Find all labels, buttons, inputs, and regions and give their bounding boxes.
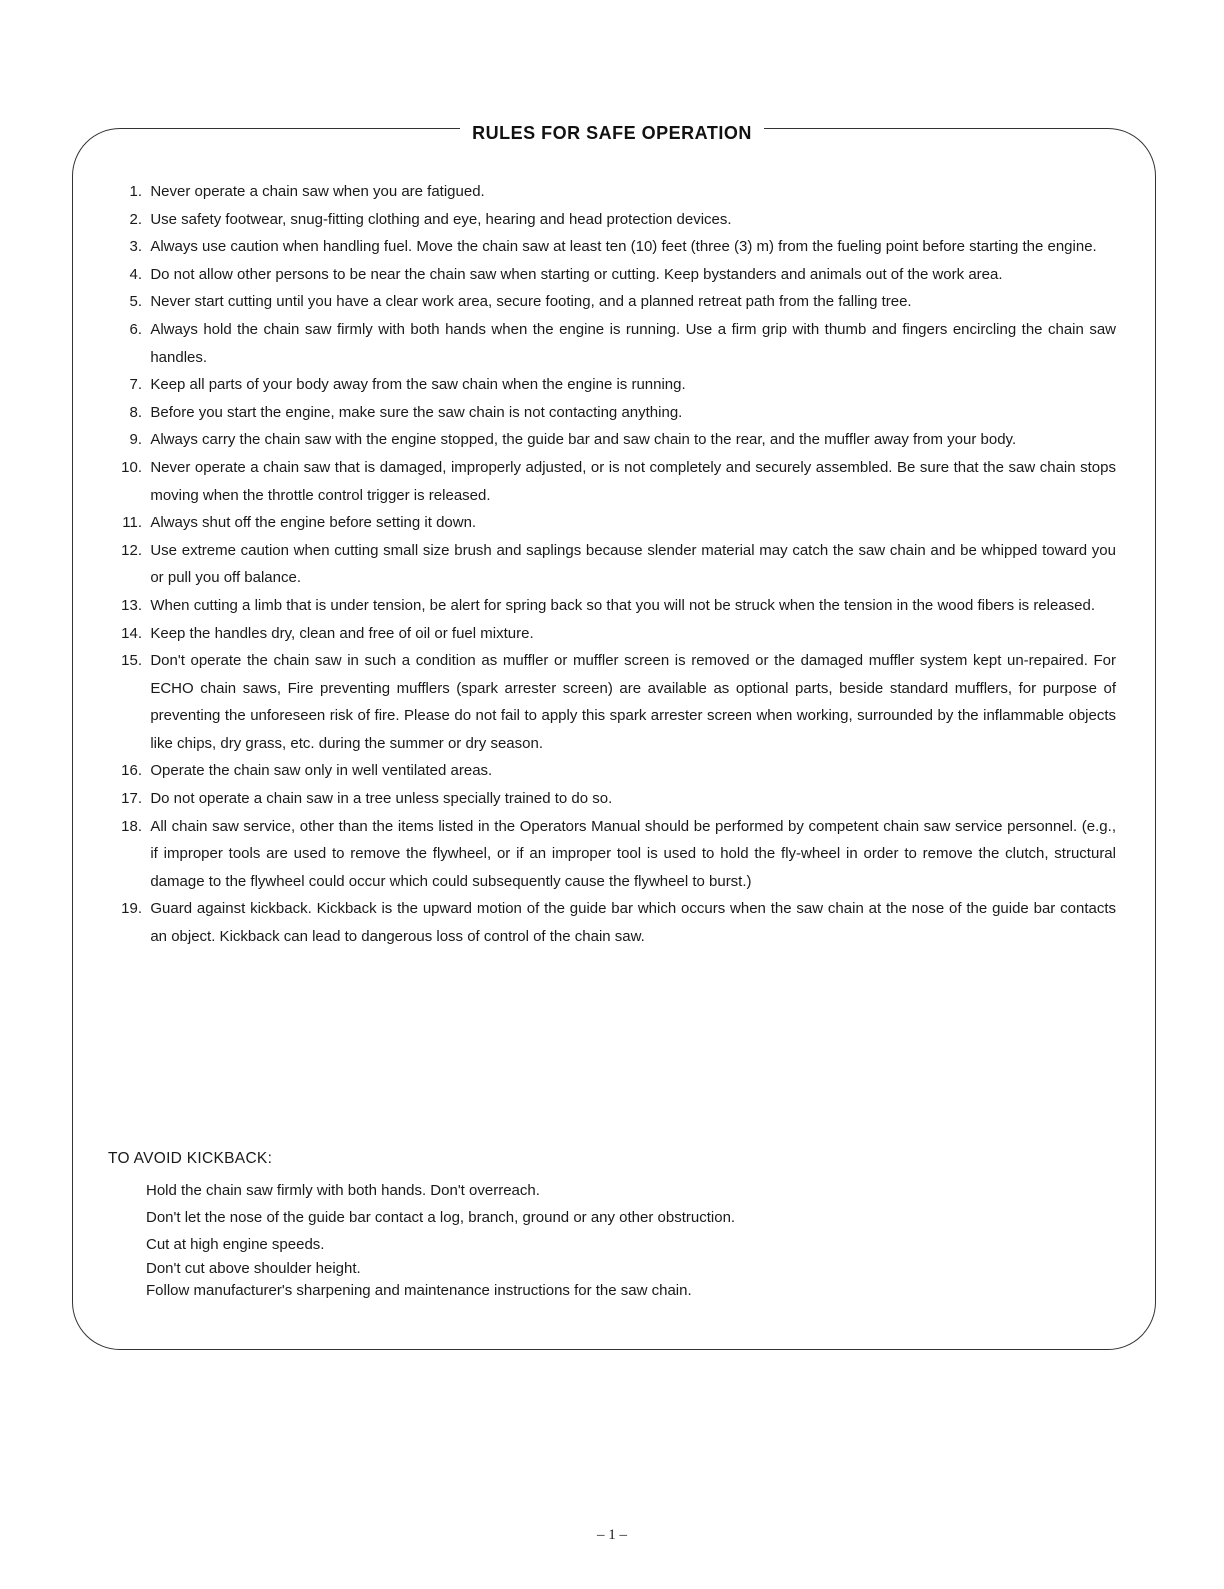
rule-item	[106, 316, 1116, 371]
rule-text: Always carry the chain saw with the engine stopped, the guide bar and saw chain to the rear, and the muffler away from your body.	[150, 431, 1017, 449]
rule-item	[106, 647, 1116, 757]
rule-number: 10.	[121, 458, 142, 476]
rule-number: 15.	[121, 652, 142, 670]
rule-number: 3.	[129, 238, 142, 256]
rule-text: Keep all parts of your body away from the saw chain when the engine is running.	[150, 376, 686, 394]
kickback-heading: TO AVOID KICKBACK:	[108, 1150, 273, 1167]
rule-number: 11.	[122, 514, 142, 532]
section-title: RULES FOR SAFE OPERATION	[460, 121, 764, 145]
rule-item	[106, 813, 1116, 896]
rule-text: Before you start the engine, make sure the saw chain is not contacting anything.	[150, 403, 683, 421]
rule-text: Do not operate a chain saw in a tree unless specially trained to do so.	[150, 790, 613, 808]
rule-text: Keep the handles dry, clean and free of oil or fuel mixture.	[150, 624, 534, 642]
rule-item	[106, 592, 1116, 620]
rule-text: Always hold the chain saw firmly with both hands when the engine is running. Use a firm grip with thumb and fingers encircling the chain saw handles.	[150, 320, 1116, 366]
rule-number: 4.	[129, 265, 142, 283]
kickback-item: Don't cut above shoulder height.	[146, 1260, 361, 1277]
rule-text: Never start cutting until you have a clear work area, secure footing, and a planned retreat path from the falling tree.	[150, 293, 912, 311]
rule-item	[106, 206, 1116, 234]
rule-item	[106, 454, 1116, 509]
rule-number: 9.	[129, 431, 142, 449]
rule-number: 17.	[121, 790, 142, 808]
rule-text: Always shut off the engine before setting it down.	[150, 514, 477, 532]
rule-item	[106, 233, 1116, 261]
rule-number: 1.	[129, 183, 142, 200]
kickback-section	[108, 1147, 1108, 1302]
rule-text: Do not allow other persons to be near the chain saw when starting or cutting. Keep bystanders and animals out of the work area.	[150, 265, 1003, 283]
rule-item	[106, 509, 1116, 537]
rule-number: 7.	[129, 376, 142, 394]
rule-number: 2.	[129, 210, 142, 228]
rule-item	[106, 757, 1116, 785]
rule-number: 18.	[121, 817, 142, 835]
rule-item	[106, 261, 1116, 289]
kickback-item: Follow manufacturer's sharpening and maintenance instructions for the saw chain.	[146, 1282, 692, 1299]
rule-number: 13.	[121, 596, 142, 614]
rule-text: Operate the chain saw only in well ventilated areas.	[150, 762, 493, 780]
rule-item	[106, 178, 1116, 206]
rule-number: 5.	[129, 293, 142, 311]
rule-item	[106, 426, 1116, 454]
rule-item	[106, 895, 1116, 950]
rules-list	[106, 178, 1116, 951]
kickback-item: Hold the chain saw firmly with both hands. Don't overreach.	[146, 1182, 540, 1199]
rule-item	[106, 399, 1116, 427]
page-number: – 1 –	[597, 1527, 627, 1543]
rule-number: 8.	[129, 403, 142, 421]
rule-text: Never operate a chain saw that is damaged, improperly adjusted, or is not completely and securely assembled. Be sure that the saw chain stops moving when the throttle control trigger is released.	[150, 458, 1116, 504]
rule-item	[106, 785, 1116, 813]
rule-text: Never operate a chain saw when you are fatigued.	[150, 183, 485, 200]
rule-text: Guard against kickback. Kickback is the upward motion of the guide bar which occurs when the saw chain at the nose of the guide bar contacts an object. Kickback can lead to dangerous loss of control of the chain saw.	[150, 900, 1116, 946]
kickback-item: Cut at high engine speeds.	[146, 1236, 325, 1253]
rule-item	[106, 620, 1116, 648]
kickback-item: Don't let the nose of the guide bar contact a log, branch, ground or any other obstruction.	[146, 1209, 736, 1226]
rule-item	[106, 537, 1116, 592]
rule-number: 16.	[121, 762, 142, 780]
rule-text: Use extreme caution when cutting small size brush and saplings because slender material may catch the saw chain and be whipped toward you or pull you off balance.	[150, 541, 1116, 587]
rule-text: Use safety footwear, snug-fitting clothing and eye, hearing and head protection devices.	[150, 210, 732, 228]
rule-text: All chain saw service, other than the items listed in the Operators Manual should be performed by competent chain saw service personnel. (e.g., if improper tools are used to remove the flywheel, or if an improper tool is used to hold the fly-wheel in order to remove the clutch, structural damage to the flywheel could occur which could subsequently cause the flywheel to burst.)	[150, 817, 1116, 890]
rule-item	[106, 371, 1116, 399]
rule-number: 14.	[121, 624, 142, 642]
rule-item	[106, 288, 1116, 316]
rule-text: Always use caution when handling fuel. Move the chain saw at least ten (10) feet (three (3) m) from the fueling point before starting the engine.	[150, 238, 1097, 256]
rule-text: When cutting a limb that is under tension, be alert for spring back so that you will not be struck when the tension in the wood fibers is released.	[150, 596, 1096, 614]
rule-text: Don't operate the chain saw in such a condition as muffler or muffler screen is removed or the damaged muffler system kept un-repaired. For ECHO chain saws, Fire preventing mufflers (spark arrester screen) are available as optional parts, beside standard mufflers, for purpose of preventing the unforeseen risk of fire. Please do not fail to apply this spark arrester screen when working, surrounded by the inflammable objects like chips, dry grass, etc. during the summer or dry season.	[150, 652, 1116, 752]
rule-number: 19.	[121, 900, 142, 918]
rule-number: 12.	[121, 541, 142, 559]
rule-number: 6.	[129, 320, 142, 338]
